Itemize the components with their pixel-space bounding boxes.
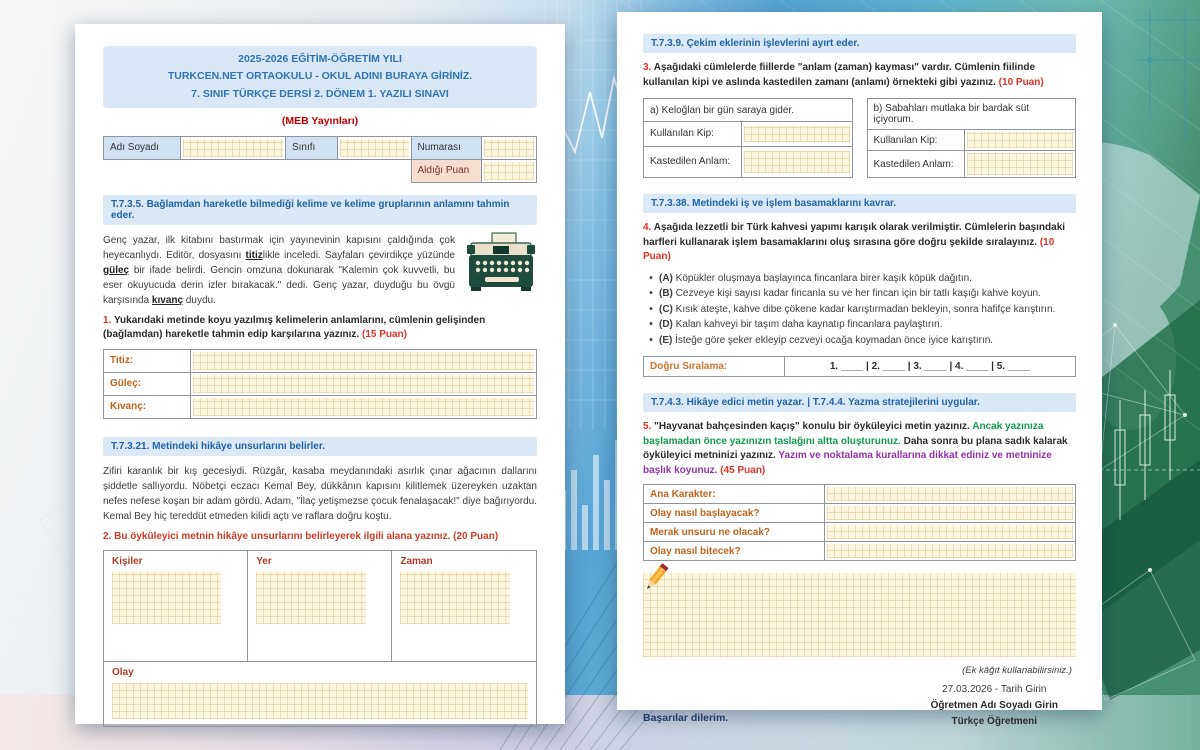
kip-label-a: Kullanılan Kip: [644,122,742,146]
sentence-box-b [867,98,1077,178]
question-5-purple-note: Yazım ve noktalama kurallarına dikkat ediniz ve metninize başlık koyunuz. [643,450,1052,476]
word-meanings-table [103,349,537,419]
bold-word-kivanc: kıvanç [151,294,184,306]
step-item-c [643,302,1076,318]
story-cell-yer [248,551,392,662]
question-2 [103,530,537,545]
step-text-d: Kalan kahveyi bir taşım daha kaynatıp fincanlara paylaştırın. [672,319,943,330]
question-5-points: (45 Puan) [720,464,766,476]
draft-field-end[interactable] [825,542,1076,561]
question-4-points: (10 Puan) [643,236,1055,262]
question-5-text: "Hayvanat bahçesinden kaçış" konulu bir öyküleyici metin yazınız. [651,421,973,432]
question-1-text: Yukarıdaki metinde koyu yazılmış kelimelerin anlamlarını, cümlenin gelişinden (bağlamdan) hareketle tahmin edip karşılarına yazınız. [103,314,486,341]
answer-area-zaman[interactable] [400,572,510,624]
story-label-yer: Yer [256,556,272,568]
answer-area-kisiler[interactable] [112,572,221,624]
question-4 [643,221,1076,265]
teacher-name: Öğretmen Adı Soyadı Girin [930,700,1058,711]
ordering-label: Doğru Sıralama: [644,357,785,377]
step-item-d [643,317,1076,333]
bold-word-titiz: titiz [245,249,263,261]
word-label-kivanc: Kıvanç: [104,395,191,418]
draft-label-start: Olay nasıl başlayacak? [644,504,825,523]
section-title-t7321: T.7.3.21. Metindeki hikâye unsurlarını belirler. [103,437,537,456]
score-label: Aldığı Puan [411,159,481,182]
question-1-number: 1. [103,314,112,326]
story-writing-area[interactable] [643,573,1076,657]
section-title-t735: T.7.3.5. Bağlamdan hareketle bilmediği kelime ve kelime gruplarının anlamını tahmin eder. [103,195,537,225]
bullet-icon: • [649,334,653,346]
exam-page-1 [75,24,565,724]
section-title-t739: T.7.3.9. Çekim eklerinin işlevlerini ayırt eder. [643,34,1076,53]
step-label-b: (B) [659,288,673,299]
coffee-steps-list [643,271,1076,349]
step-text-a: Köpükler oluşmaya başlayınca fincanlara birer kaşık köpük dağıtın. [672,272,972,284]
passage1-text: bir ifade belirdi. Gencin omzuna dokunarak "Kalemin çok kuvvetli, bu eser okuyucuda derin izler bırakacak." dedi. Genç yazar, duyduğu bu övgü karşısında [103,264,455,306]
passage1-text: duydu. [183,294,216,306]
step-text-c: Kısık ateşte, kahve dibe çökene kadar karıştırmadan bekleyin, sonra hafifçe karıştırın. [672,303,1056,315]
draft-field-suspense[interactable] [825,523,1076,542]
step-label-c: (C) [659,303,673,315]
question-2-points: (20 Puan) [453,530,499,542]
answer-field-titiz[interactable] [191,349,537,372]
question-3 [643,61,1076,90]
passage1-text: Genç yazar, ilk kitabını bastırmak için yayınevinin kapısını çaldığında çok heyecanlıydı. Editör, dosyasını [103,234,455,261]
passage-young-writer [103,233,537,308]
score-field[interactable] [481,159,536,182]
word-label-gulec: Güleç: [104,372,191,395]
answer-area-olay[interactable] [112,683,528,719]
teacher-signature-block [931,682,1058,730]
extra-paper-note: (Ek kâğıt kullanabilirsiniz.) [962,665,1072,676]
page-footer [643,682,1076,730]
passage1-text: likle inceledi. Sayfaları çevirdikçe yüzünde [262,249,455,261]
sentence-a: a) Keloğlan bir gün saraya gider. [644,99,853,122]
question-2-text: Bu öyküleyici metnin hikâye unsurlarını belirleyerek ilgili alana yazınız. [111,530,454,542]
story-cell-zaman [392,551,537,662]
question-5 [643,420,1076,478]
number-label: Numarası [411,136,481,159]
student-info-table [103,136,537,183]
anlam-field-a[interactable] [741,146,852,177]
draft-field-character[interactable] [825,485,1076,504]
step-item-b [643,286,1076,302]
answer-field-gulec[interactable] [191,372,537,395]
teacher-role: Türkçe Öğretmeni [951,716,1038,727]
question-5-green-note: Ancak yazınıza başlamadan önce yazınızın taslağını altta oluşturunuz. [643,421,1044,447]
question-5-number: 5. [643,421,652,432]
step-text-e: İsteğe göre şeker ekleyip cezveyi ocağa koymadan önce iyice karıştırın. [672,334,994,346]
kip-label-b: Kullanılan Kip: [867,130,965,151]
exam-header-band [103,46,537,108]
story-label-zaman: Zaman [400,556,433,568]
word-label-titiz: Titiz: [104,349,191,372]
bullet-icon: • [649,272,653,284]
question-3-text: Aşağıdaki cümlelerde fiillerde "anlam (zaman) kayması" vardır. Cümlenin fiilinde kullanılan kipi ve aslında kastedilen zamanı (anlamı) örnekteki gibi yazınız. [643,62,1036,88]
anlam-field-b[interactable] [965,151,1076,178]
name-field[interactable] [180,136,285,159]
step-label-a: (A) [659,272,673,284]
question-4-number: 4. [643,222,652,233]
header-exam-line: 7. SINIF TÜRKÇE DERSİ 2. DÖNEM 1. YAZILI SINAVI [191,87,449,100]
exam-date: 27.03.2026 - Tarih Girin [942,684,1047,695]
ordering-blanks[interactable]: 1. ____ | 2. ____ | 3. ____ | 4. ____ | 5. ____ [785,357,1076,377]
typewriter-icon [465,233,537,291]
header-year-line: 2025-2026 EĞİTİM-ÖĞRETİM YILI [238,53,402,65]
name-label: Adı Soyadı [104,136,181,159]
story-draft-table [643,484,1076,561]
question-1-points: (15 Puan) [361,329,407,341]
question-4-text: Aşağıda lezzetli bir Türk kahvesi yapımı karışık olarak verilmiştir. Cümlelerin başındaki harfleri kullanarak işlem basamaklarını oluş sırasına göre doğru şekilde sıralayınız. [643,222,1066,248]
anlam-label-b: Kastedilen Anlam: [867,151,965,178]
bullet-icon: • [649,288,653,299]
section-title-t7338: T.7.3.38. Metindeki iş ve işlem basamaklarını kavrar. [643,194,1076,213]
answer-area-yer[interactable] [256,572,365,624]
story-cell-kisiler [104,551,248,662]
publisher-note: (MEB Yayınları) [281,114,359,127]
question-3-number: 3. [643,62,652,73]
kip-field-a[interactable] [741,122,852,146]
sentence-b: b) Sabahları mutlaka bir bardak süt içiyorum. [867,99,1076,130]
question-2-number: 2. [103,530,112,542]
grade-field[interactable] [337,136,411,159]
grade-label: Sınıfı [285,136,337,159]
bullet-icon: • [649,303,653,315]
tense-shift-boxes [643,98,1076,178]
ordering-table [643,356,1076,377]
story-cell-olay [104,662,537,727]
bold-word-gulec: güleç [103,264,130,276]
pencil-icon [637,561,673,597]
story-label-kisiler: Kişiler [112,556,143,568]
answer-field-kivanc[interactable] [191,395,537,418]
draft-field-start[interactable] [825,504,1076,523]
draft-label-character: Ana Karakter: [644,485,825,504]
draft-label-suspense: Merak unsuru ne olacak? [644,523,825,542]
story-elements-table [103,550,537,727]
exam-page-2 [617,12,1102,727]
section-title-t743: T.7.4.3. Hikâye edici metin yazar. | T.7.4.4. Yazma stratejilerini uygular. [643,393,1076,412]
story-label-olay: Olay [112,667,134,679]
step-label-d: (D) [659,319,673,330]
question-1 [103,314,537,343]
kip-field-b[interactable] [965,130,1076,151]
header-school-line: TURKCEN.NET ORTAOKULU - OKUL ADINI BURAYA GİRİNİZ. [167,70,473,83]
question-3-points: (10 Puan) [998,76,1044,88]
anlam-label-a: Kastedilen Anlam: [644,146,742,177]
draft-label-end: Olay nasıl bitecek? [644,542,825,561]
step-item-a [643,271,1076,287]
step-item-e [643,333,1076,349]
question-5-text2: Daha sonra bu plana sadık kalarak öyküleyici metninizi yazınız. [643,435,1068,461]
step-label-e: (E) [659,334,673,346]
bullet-icon: • [649,319,653,330]
number-field[interactable] [481,136,536,159]
step-text-b: Cezveye kişi sayısı kadar fincanla su ve her fincan için bir tatlı kaşığı kahve koyun. [672,288,1041,299]
good-luck-message: Başarılar dilerim. [643,712,729,724]
sentence-box-a [643,98,853,178]
passage-pharmacist: Zifiri karanlık bir kış gecesiydi. Rüzgâr, kasaba meydanındaki asırlık çınar ağacının dallarını şiddetle sallıyordu. Nöbetçi eczacı Kemal Bey, dükkânın kapısını kilitlemek üzereyken uzaktan nefes nefese koşan bir adam gördü. Adam, "İlaç yetişmezse çocuk fenalaşacak!" diye bağırıyordu. Kemal Bey hiç tereddüt etmeden kilidi açtı ve raflara doğru koştu. [103,465,537,522]
